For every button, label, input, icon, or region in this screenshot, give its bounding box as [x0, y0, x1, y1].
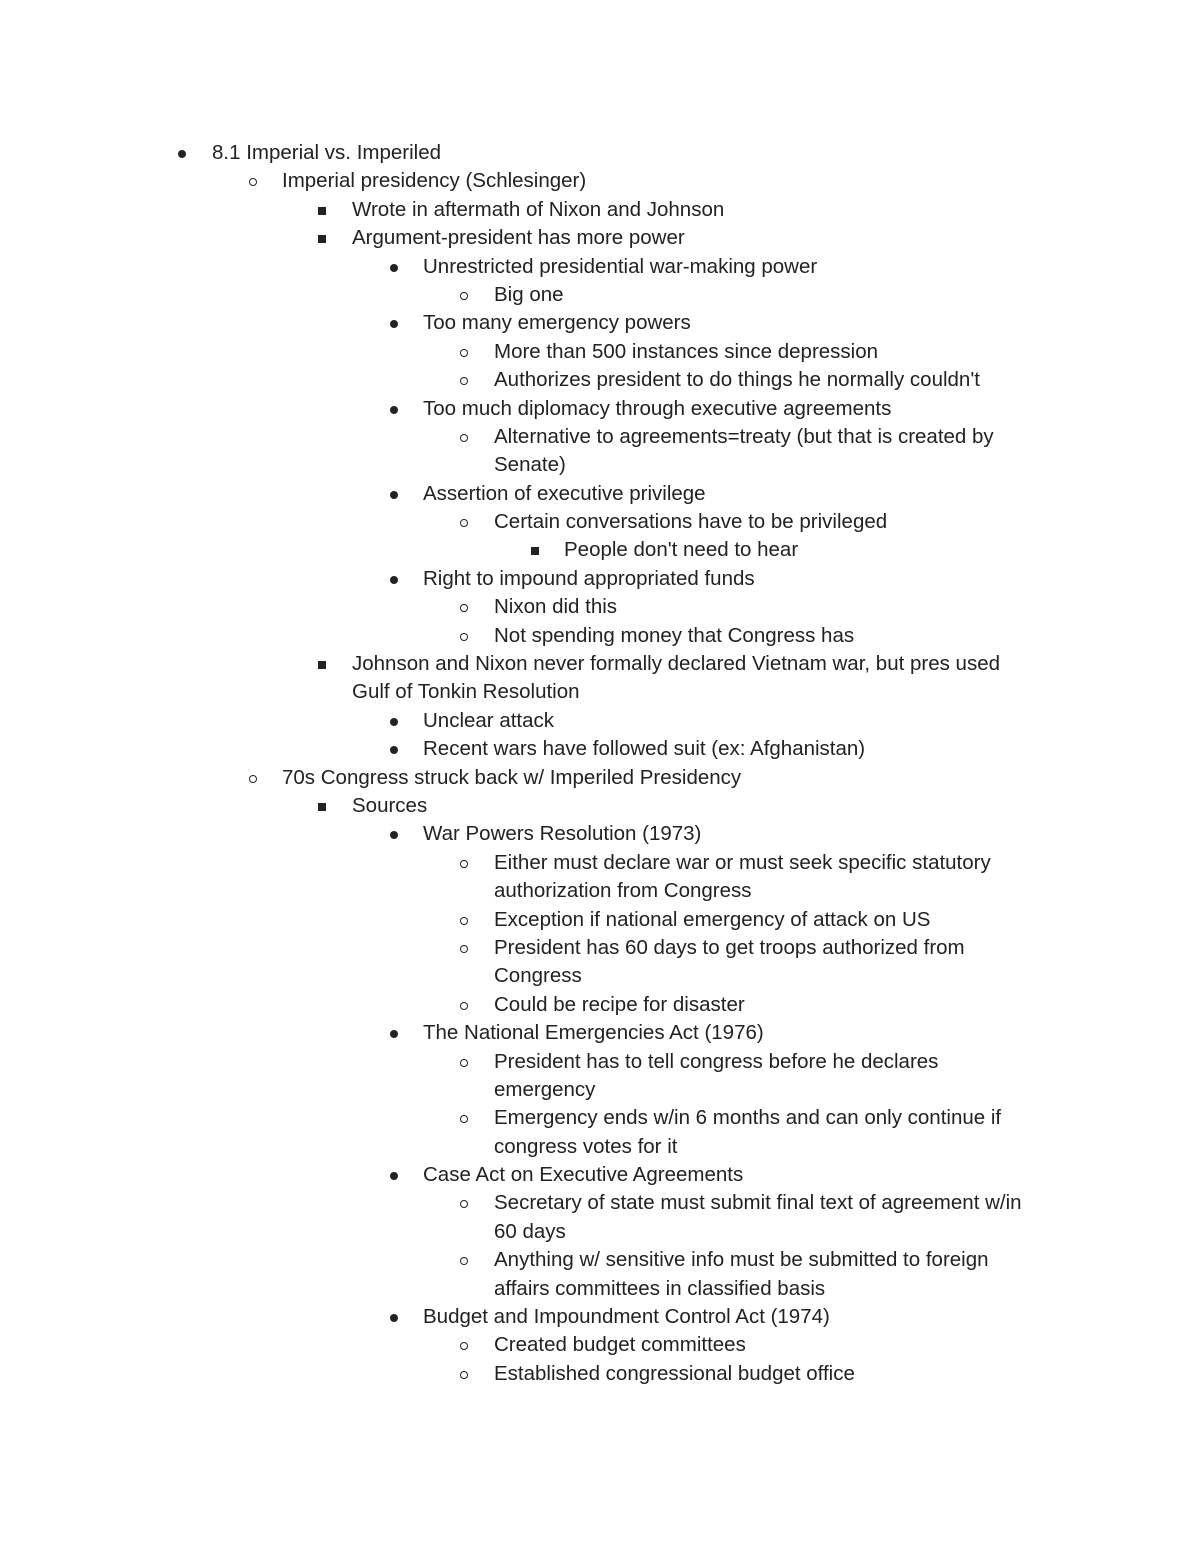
list-item [0, 1048, 1200, 1076]
list-item-continuation [0, 1076, 1200, 1104]
list-item [0, 253, 1200, 281]
disc-bullet-icon [390, 735, 404, 763]
list-item [0, 934, 1200, 962]
list-item [0, 1161, 1200, 1189]
list-item-text: Anything w/ sensitive info must be submitted to foreign [494, 1248, 989, 1272]
list-item-continuation [0, 451, 1200, 479]
square-bullet-icon [318, 224, 332, 252]
list-item [0, 906, 1200, 934]
list-item-text: President has to tell congress before he declares [494, 1049, 939, 1073]
list-item [0, 792, 1200, 820]
list-item [0, 395, 1200, 423]
list-item-continuation [0, 1275, 1200, 1303]
list-item [0, 423, 1200, 451]
list-item [0, 1189, 1200, 1217]
list-item-text: Recent wars have followed suit (ex: Afghanistan) [423, 737, 866, 761]
disc-bullet-icon [390, 1303, 404, 1331]
disc-bullet-icon [390, 820, 404, 848]
list-item-text: affairs committees in classified basis [494, 1276, 826, 1300]
list-item-continuation [0, 678, 1200, 706]
circle-bullet-icon [460, 1189, 474, 1217]
list-item-text: Argument-president has more power [352, 226, 685, 250]
circle-bullet-icon [460, 622, 474, 650]
list-item-text: Exception if national emergency of attack on US [494, 907, 931, 931]
list-item-text: 60 days [494, 1219, 566, 1243]
list-item [0, 820, 1200, 848]
list-item-text: More than 500 instances since depression [494, 339, 879, 363]
list-item [0, 508, 1200, 536]
list-item-text: Imperial presidency (Schlesinger) [282, 169, 587, 193]
list-item [0, 849, 1200, 877]
list-item [0, 650, 1200, 678]
disc-bullet-icon [390, 309, 404, 337]
list-item-text: People don't need to hear [564, 538, 799, 562]
list-item-text: Gulf of Tonkin Resolution [352, 680, 580, 704]
list-item [0, 593, 1200, 621]
list-item [0, 764, 1200, 792]
circle-bullet-icon [460, 934, 474, 962]
list-item [0, 196, 1200, 224]
list-item-text: Right to impound appropriated funds [423, 566, 755, 590]
list-item-text: Case Act on Executive Agreements [423, 1163, 744, 1187]
list-item-text: Established congressional budget office [494, 1361, 855, 1385]
disc-bullet-icon [390, 565, 404, 593]
list-item [0, 480, 1200, 508]
disc-bullet-icon [390, 253, 404, 281]
circle-bullet-icon [460, 338, 474, 366]
disc-bullet-icon [390, 1161, 404, 1189]
list-item-text: Johnson and Nixon never formally declared Vietnam war, but pres used [352, 652, 1001, 676]
list-item-text: Too many emergency powers [423, 311, 691, 335]
list-item [0, 536, 1200, 564]
list-item [0, 224, 1200, 252]
circle-bullet-icon [460, 281, 474, 309]
list-item [0, 281, 1200, 309]
list-item-text: emergency [494, 1077, 596, 1101]
list-item-continuation [0, 1133, 1200, 1161]
list-item [0, 1360, 1200, 1388]
list-item [0, 707, 1200, 735]
list-item-text: Budget and Impoundment Control Act (1974) [423, 1305, 830, 1329]
list-item-text: President has 60 days to get troops authorized from [494, 935, 965, 959]
circle-bullet-icon [460, 1246, 474, 1274]
list-item-text: Could be recipe for disaster [494, 992, 745, 1016]
list-item-text: Congress [494, 964, 582, 988]
list-item-text: Certain conversations have to be privileged [494, 510, 888, 534]
list-item-text: Wrote in aftermath of Nixon and Johnson [352, 197, 725, 221]
list-item [0, 366, 1200, 394]
list-item [0, 1331, 1200, 1359]
list-item [0, 1104, 1200, 1132]
list-item-text: Not spending money that Congress has [494, 623, 855, 647]
circle-bullet-icon [460, 1048, 474, 1076]
list-item [0, 622, 1200, 650]
disc-bullet-icon [390, 1019, 404, 1047]
list-item-text: Secretary of state must submit final text of agreement w/in [494, 1191, 1022, 1215]
list-item-text: congress votes for it [494, 1134, 678, 1158]
list-item-text: Emergency ends w/in 6 months and can only continue if [494, 1106, 1002, 1130]
list-item-text: Nixon did this [494, 595, 618, 619]
list-item-text: Alternative to agreements=treaty (but that is created by [494, 424, 994, 448]
list-item [0, 309, 1200, 337]
list-item-text: 70s Congress struck back w/ Imperiled Presidency [282, 765, 742, 789]
circle-bullet-icon [460, 366, 474, 394]
disc-bullet-icon [178, 139, 192, 167]
notes-outline [0, 139, 1200, 1388]
circle-bullet-icon [460, 423, 474, 451]
list-item [0, 1303, 1200, 1331]
list-item-text: authorization from Congress [494, 879, 752, 903]
circle-bullet-icon [460, 991, 474, 1019]
list-item [0, 1246, 1200, 1274]
circle-bullet-icon [460, 508, 474, 536]
list-item-text: Sources [352, 793, 428, 817]
list-item [0, 139, 1200, 167]
list-item-text: Unrestricted presidential war-making power [423, 254, 818, 278]
square-bullet-icon [531, 536, 545, 564]
list-item-text: War Powers Resolution (1973) [423, 822, 702, 846]
list-item [0, 735, 1200, 763]
disc-bullet-icon [390, 395, 404, 423]
list-item-continuation [0, 962, 1200, 990]
circle-bullet-icon [460, 1104, 474, 1132]
list-item-text: Authorizes president to do things he normally couldn't [494, 368, 980, 392]
square-bullet-icon [318, 650, 332, 678]
list-item-text: Either must declare war or must seek specific statutory [494, 850, 991, 874]
list-item [0, 991, 1200, 1019]
disc-bullet-icon [390, 480, 404, 508]
list-item-text: Assertion of executive privilege [423, 481, 706, 505]
list-item [0, 338, 1200, 366]
list-item [0, 167, 1200, 195]
list-item-text: Senate) [494, 453, 566, 477]
circle-bullet-icon [460, 849, 474, 877]
disc-bullet-icon [390, 707, 404, 735]
list-item-continuation [0, 1218, 1200, 1246]
list-item-text: 8.1 Imperial vs. Imperiled [212, 141, 442, 164]
list-item [0, 565, 1200, 593]
list-item-text: Big one [494, 282, 564, 306]
circle-bullet-icon [249, 167, 263, 195]
square-bullet-icon [318, 792, 332, 820]
list-item-text: The National Emergencies Act (1976) [423, 1021, 764, 1045]
list-item-text: Created budget committees [494, 1333, 746, 1357]
circle-bullet-icon [460, 593, 474, 621]
circle-bullet-icon [460, 906, 474, 934]
circle-bullet-icon [460, 1331, 474, 1359]
list-item-continuation [0, 877, 1200, 905]
square-bullet-icon [318, 196, 332, 224]
list-item-text: Unclear attack [423, 708, 555, 732]
list-item [0, 1019, 1200, 1047]
list-item-text: Too much diplomacy through executive agreements [423, 396, 892, 420]
circle-bullet-icon [460, 1360, 474, 1388]
circle-bullet-icon [249, 764, 263, 792]
